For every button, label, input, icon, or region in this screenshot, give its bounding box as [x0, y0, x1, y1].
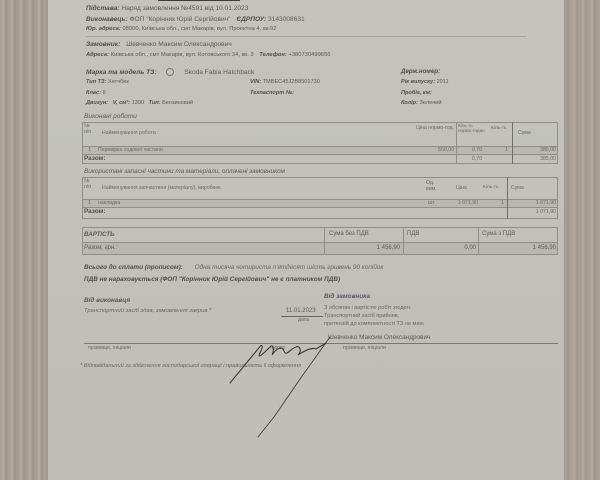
- engine-line: Двигун: V, см³: 1390 Тип: Бензиновий: [86, 100, 194, 106]
- cost-title: ВАРТІСТЬ: [84, 231, 115, 238]
- customer-name-caption: прізвище, ініціали: [343, 345, 386, 351]
- divider: [86, 36, 526, 37]
- mileage-line: Пробіг, км:: [401, 90, 432, 96]
- legal-address-line: Юр. адреса: 08000, Київська обл., смт Макарів, вул. Проектна 4, кв.92: [86, 26, 277, 32]
- handwritten-signature-icon: [218, 321, 398, 441]
- customer-sign-title: Від замовника: [324, 293, 371, 300]
- parts-header-unit: Од. вим.: [426, 180, 437, 192]
- parts-table: [82, 177, 558, 219]
- parts-total-label: Разом:: [84, 208, 106, 215]
- customer-sign-text-1: З обсягом і вартістю робіт згоден.: [324, 305, 412, 311]
- class-line: Клас: II: [86, 90, 106, 96]
- signature-caption: підпис: [270, 345, 286, 351]
- contractor-sign-title: Від виконавця: [84, 297, 131, 304]
- parts-title: Використані запасні частини та матеріали, оплачені замовником: [84, 168, 286, 175]
- parts-row-price: 1 071,90: [457, 200, 478, 206]
- cost-with-vat-value: 1 456,90: [532, 245, 556, 251]
- works-row-price: 550,00: [438, 147, 454, 153]
- works-header-sum: Сума: [518, 130, 531, 136]
- works-total-sum: 385,00: [540, 156, 556, 162]
- address-line: Адреса: Київська обл., смт Макарів, вул. Котовського 34, кв. 3 Телефон: +380730499656: [86, 52, 331, 58]
- parts-header-num: № п/п: [84, 178, 92, 190]
- works-total-label: Разом:: [84, 155, 106, 162]
- vin-line: VIN: TMBEC45J2B8501730: [250, 79, 320, 85]
- plate-line: Держ.номер:: [401, 68, 441, 75]
- parts-header-qty: Кіль-ть: [483, 185, 499, 190]
- sign-date: 11.01.2023: [286, 308, 316, 314]
- works-row-num: 1: [88, 147, 91, 153]
- works-row-name: Перевірка ходової частини: [98, 147, 163, 153]
- cost-no-vat-value: 1 456,90: [376, 245, 400, 251]
- parts-header-price: Ціна: [456, 185, 467, 191]
- parts-total-sum: 1 071,90: [535, 209, 556, 215]
- cost-header-with-vat: Сума з ПДВ: [482, 231, 516, 237]
- in-words-line: Всього до сплати (прописом): Одна тисяча чотириста п'ятдесят шість гривень 90 копійок: [84, 264, 384, 271]
- works-title: Виконані роботи: [84, 113, 137, 120]
- works-row-hours: 0,70: [471, 147, 482, 153]
- color-line: Колір: Зелений: [401, 100, 442, 106]
- type-line: Тип ТЗ: Хетчбек: [86, 79, 129, 85]
- works-row-qty: 1: [505, 147, 508, 153]
- customer-sign-text-3: претензій до комплектності ТЗ не маю: [324, 321, 424, 327]
- customer-sign-text-2: Транспортний засіб прийняв,: [324, 313, 400, 319]
- works-header-price: Ціна нормо-год.: [416, 125, 455, 131]
- vat-note: ПДВ не нараховується (ФОП "Корінник Юрій Сергійович" не є платником ПДВ): [84, 276, 341, 283]
- parts-row-unit: шт: [428, 200, 435, 206]
- contractor-sign-text: Транспортний засіб здав, замовлення закрив.*: [84, 308, 212, 314]
- cost-header-vat: ПДВ: [407, 231, 420, 237]
- customer-line: Замовник: Шевченко Максим Олександрович: [86, 41, 232, 48]
- year-line: Рік випуску: 2011: [401, 79, 449, 85]
- brand-logo-icon: [166, 68, 174, 76]
- basis-line: Підстава: Наряд замовлення №4591 від 10.01.2023: [86, 5, 249, 12]
- header-bar: [158, 0, 240, 1]
- techpassport-line: Техпаспорт №:: [250, 90, 295, 96]
- parts-row-num: 1: [88, 200, 91, 206]
- works-header-name: Найменування роботи: [102, 130, 156, 136]
- date-caption: дата: [298, 317, 310, 323]
- works-row-sum: 385,00: [540, 147, 556, 153]
- works-total-hours: 0,70: [471, 156, 482, 162]
- works-table: [82, 122, 558, 164]
- contractor-name-caption: прізвище, ініціали: [88, 345, 131, 351]
- works-header-hours: Кіль-ть нормо-годин: [458, 123, 485, 134]
- cost-header-no-vat: Сума без ПДВ: [329, 231, 369, 237]
- parts-header-name: Найменування запчастини (матеріалу), виробник: [102, 185, 221, 191]
- parts-row-qty: 1: [501, 200, 504, 206]
- parts-header-sum: Сума: [511, 185, 524, 191]
- works-header-qty: Кіль-ть: [491, 126, 507, 131]
- cost-row-label: Разом, грн.:: [84, 245, 118, 251]
- parts-row-sum: 1 071,90: [535, 200, 556, 206]
- document-paper: [48, 0, 564, 480]
- wood-background-right: [562, 0, 600, 480]
- wood-background-left: [0, 0, 50, 480]
- parts-row-name: накладка: [98, 200, 121, 206]
- customer-name: Шевченко Максим Олександрович: [328, 334, 431, 341]
- cost-vat-value: 0,00: [464, 245, 476, 251]
- make-model-line: Марка та модель ТЗ: Skoda Fabia Hatchback: [86, 69, 255, 76]
- works-header-num: № п/п: [84, 123, 92, 135]
- contractor-line: Виконавець: ФОП "Корінник Юрій Сергійович" ЄДРПОУ: 3143008631: [86, 16, 305, 23]
- footnote: * Відповідальний за здійснення господарської операції і правильність її оформлення: [80, 363, 302, 369]
